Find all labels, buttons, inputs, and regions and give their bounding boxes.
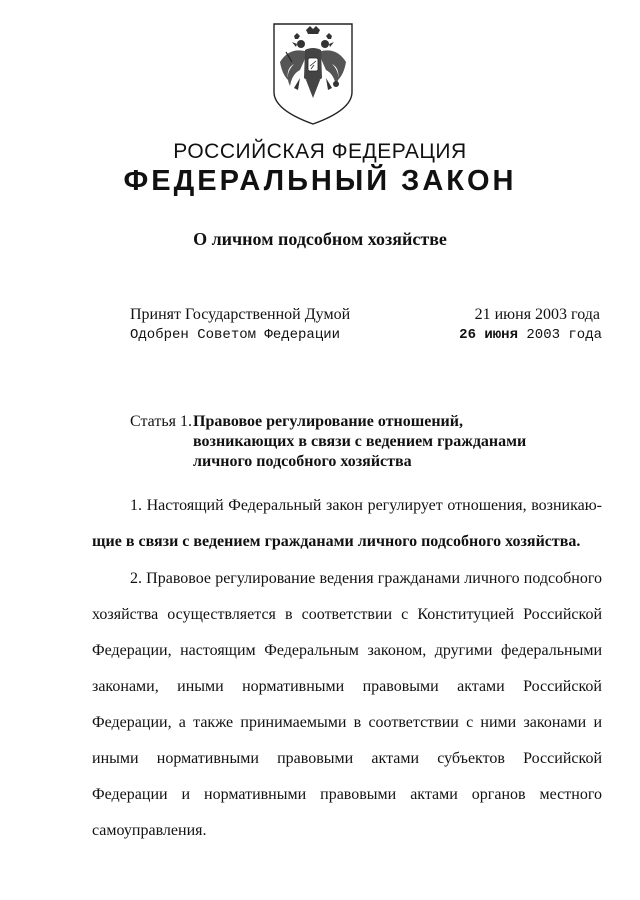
paragraph-1: [92, 488, 602, 560]
adopted-by-duma-label: Принят Государственной Думой: [130, 306, 351, 323]
paragraph-1-start: 1. Настоящий Федеральный закон регулирует отношения, возникаю-: [130, 497, 602, 514]
paragraph-1-end: щие в связи с ведением гражданами личного подсобного хозяйства.: [92, 533, 581, 550]
article-title: Правовое регулирование отношений, возникающих в связи с ведением гражданами личного подсобного хозяйства: [193, 413, 527, 470]
adopted-by-duma-date: 21 июня 2003 года: [474, 306, 600, 323]
article-number: Статья 1.: [130, 413, 192, 430]
country-heading: РОССИЙСКАЯ ФЕДЕРАЦИЯ: [173, 140, 467, 163]
approved-date-year: 2003 года: [517, 327, 602, 343]
paragraph-2: 2. Правовое регулирование ведения гражданами личного подсобного хозяйства осуществляется в соответствии с Конституцией Российской Федерации, настоящим Федеральным законом, другими федеральными законами, иными нормативными правовыми актами Российской Федерации, а также принимаемыми в соответствии с ними законами и иными нормативными правовыми актами субъектов Российской Федерации и нормативными правовыми актами органов местного самоуправления.: [92, 570, 602, 839]
approved-by-council-label: Одобрен Советом Федерации: [130, 327, 341, 343]
document-type-heading: ФЕДЕРАЛЬНЫЙ ЗАКОН: [123, 165, 517, 197]
law-title: О личном подсобном хозяйстве: [193, 229, 447, 249]
approved-by-council-date: [459, 327, 602, 343]
approved-date-day: 26 июня: [459, 327, 518, 343]
coat-of-arms-icon: [270, 22, 356, 126]
